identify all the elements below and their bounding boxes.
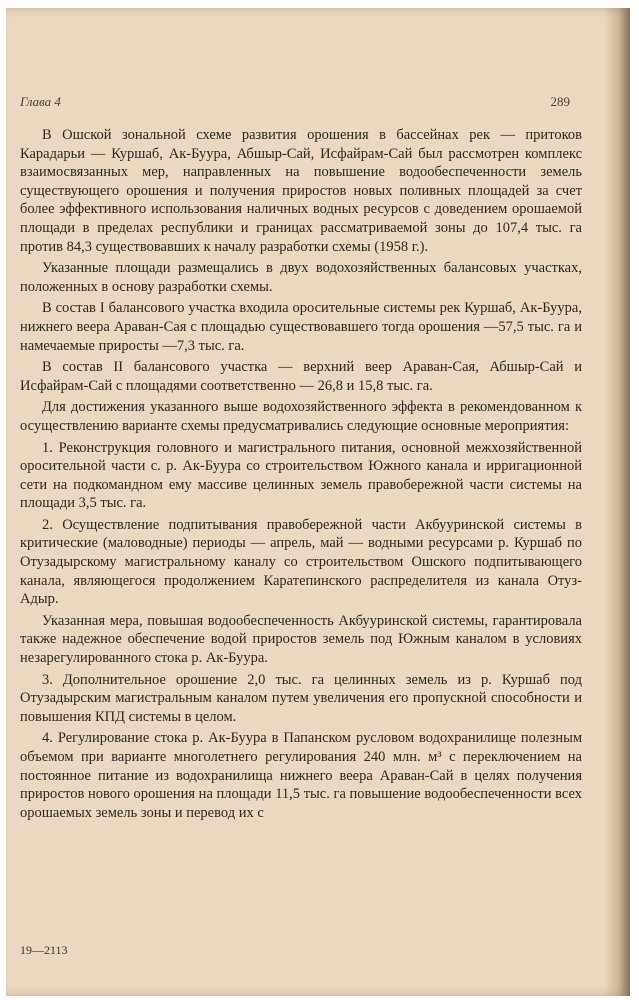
chapter-title: Глава 4 bbox=[20, 94, 61, 109]
paragraph: 1. Реконструкция головного и магистрального питания, основной межхозяйственной оросительной части с. р. Ак-Буура со строительством Южного канала и ирригационной сети на подкомандном ему массиве целинных земель правобережной части системы на площади 3,5 тыс. га. bbox=[20, 439, 582, 512]
paragraph: Для достижения указанного выше водохозяйственного эффекта в рекомендованном к осуществлению варианте схемы предусматривались следующие основные мероприятия: bbox=[20, 399, 582, 434]
page-number: 289 bbox=[550, 94, 570, 109]
page-spine-shadow bbox=[604, 8, 630, 996]
paragraph: Указанная мера, повышая водообеспеченность Акбууринской системы, гарантировала также надежное обеспечение водой приростов земель под Южным каналом в условиях незарегулированного стока р. Ак-Буура. bbox=[20, 612, 582, 667]
printer-signature: 19—2113 bbox=[20, 943, 68, 957]
paragraph: 4. Регулирование стока р. Ак-Буура в Папанском русловом водохранилище полезным объемом при варианте многолетнего регулирования 240 млн. м³ с переключением на постоянное питание из водохранилища нижнего веера Араван-Сай в целях получения приростов нового орошения на площади 11,5 тыс. га повышение водообеспеченности всех орошаемых земель зоны и перевод их с bbox=[20, 730, 582, 821]
paragraph: В состав II балансового участка — верхний веер Араван-Сая, Абшыр-Сай и Исфайрам-Сай с площадями соответственно — 26,8 и 15,8 тыс. га. bbox=[20, 359, 582, 394]
body-text bbox=[20, 126, 582, 825]
book-page bbox=[6, 8, 630, 996]
paragraph: В Ошской зональной схеме развития орошения в бассейнах рек — притоков Карадарьи — Куршаб, Ак-Буура, Абшыр-Сай, Исфайрам-Сай был рассмотрен комплекс взаимосвязанных мер, направленных на повышение водообеспеченности земель существующего орошения и получения приростов новых поливных площадей за счет более эффективного использования наличных водных ресурсов с доведением орошаемой площади в пределах республики и границах рассматриваемой зоны до 107,4 тыс. га против 84,3 существовавших к началу разработки схемы (1958 г.). bbox=[20, 127, 582, 255]
paragraph: В состав I балансового участка входила оросительные системы рек Куршаб, Ак-Буура, нижнего веера Араван-Сая с площадью существовавшего тогда орошения —57,5 тыс. га и намечаемые приросты —7,3 тыс. га. bbox=[20, 300, 582, 354]
paragraph: 3. Дополнительное орошение 2,0 тыс. га целинных земель из р. Куршаб под Отузадырским магистральным каналом путем увеличения его пропускной способности и повышения КПД системы в целом. bbox=[20, 671, 582, 725]
paragraph: 2. Осуществление подпитывания правобережной части Акбууринской системы в критические (маловодные) периоды — апрель, май — водными ресурсами р. Куршаб по Отузадырскому магистральному каналу со строительством Ошского подпитывающего канала, являющегося продолжением Каратепинского распределителя из канала Отуз-Адыр. bbox=[20, 516, 582, 608]
paragraph: Указанные площади размещались в двух водохозяйственных балансовых участках, положенных в основу разработки схемы. bbox=[20, 260, 582, 295]
running-header bbox=[20, 94, 570, 110]
